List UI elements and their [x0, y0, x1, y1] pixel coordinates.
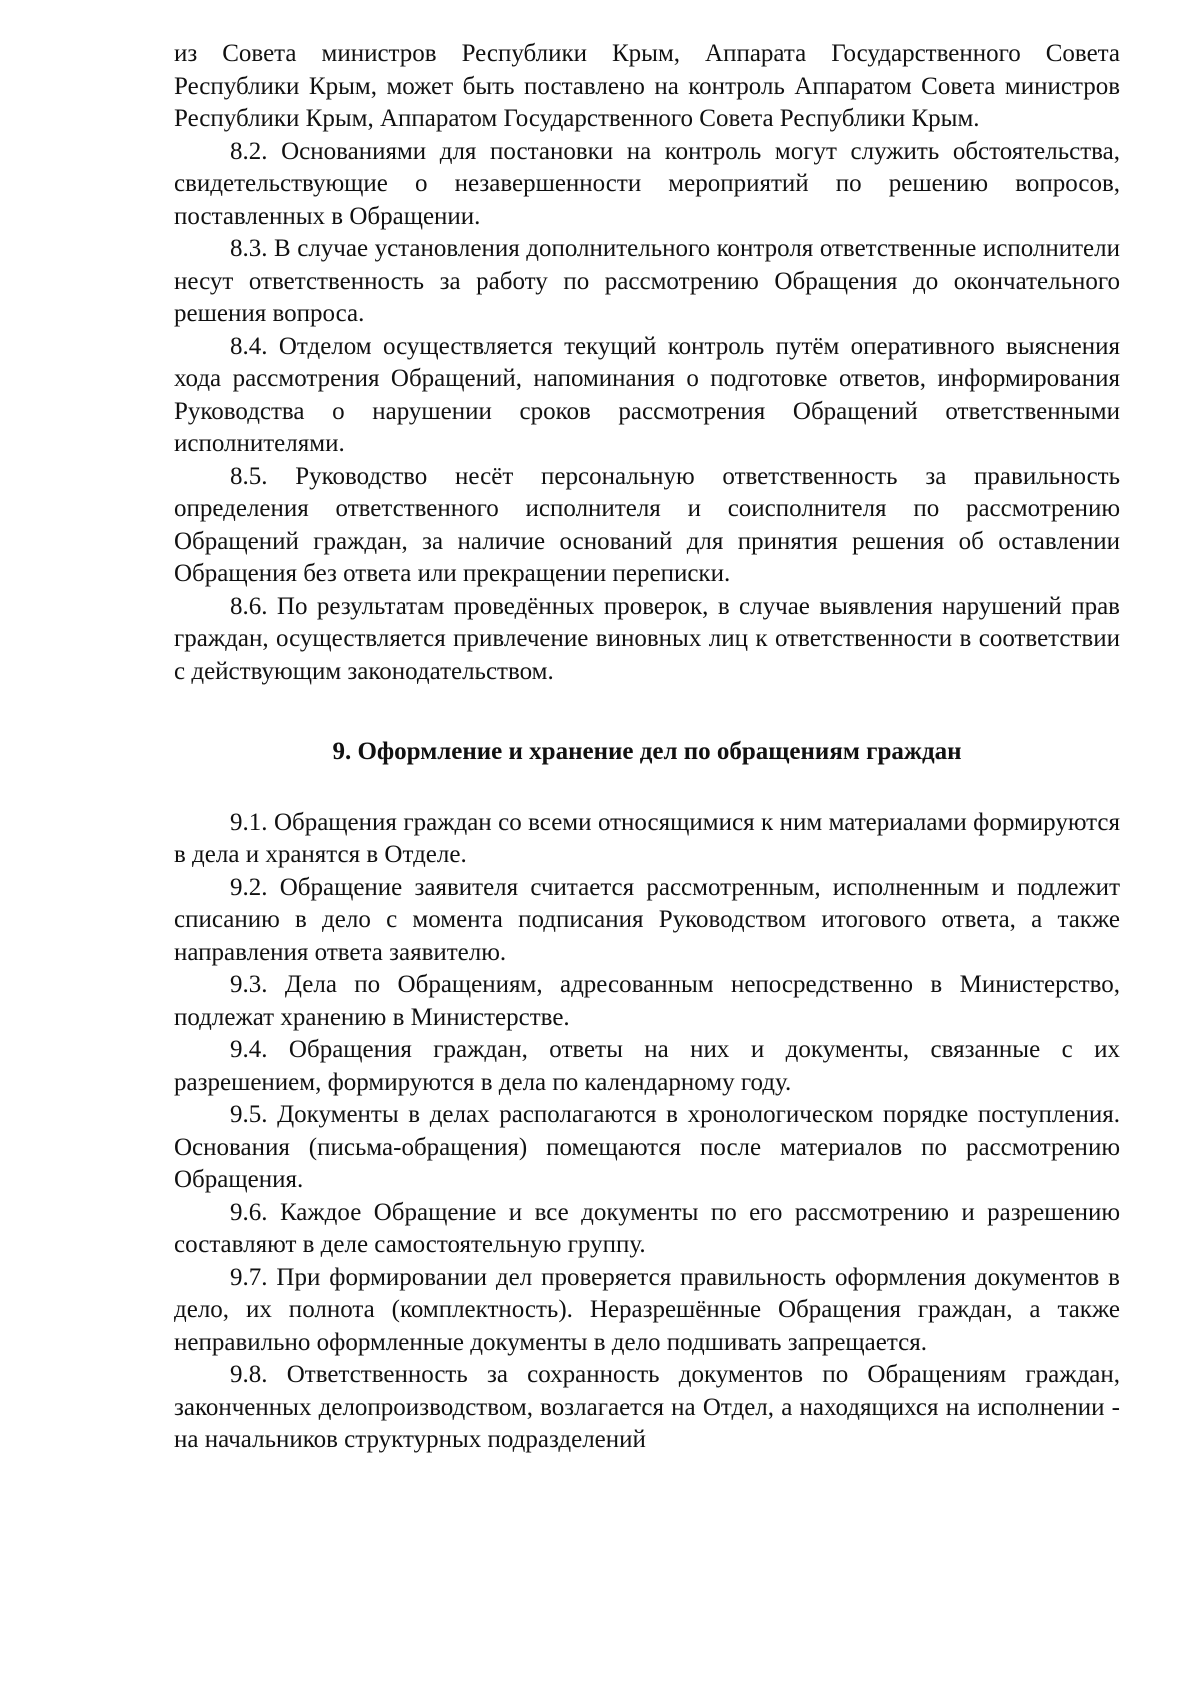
paragraph-9-4: 9.4. Обращения граждан, ответы на них и документы, связанные с их разрешением, формируются в дела по календарному году. [174, 1036, 1120, 1096]
paragraph-8-5: 8.5. Руководство несёт персональную ответственность за правильность определения ответственного исполнителя и соисполнителя по рассмотрению Обращений граждан, за наличие оснований для принятия решения об оставлении Обращения без ответа или прекращении переписки. [174, 462, 1120, 587]
paragraph-8-6: 8.6. По результатам проведённых проверок, в случае выявления нарушений прав граждан, осуществляется привлечение виновных лиц к ответственности в соответствии с действующим законодательством. [174, 592, 1120, 685]
paragraph-8-2: 8.2. Основаниями для постановки на контроль могут служить обстоятельства, свидетельствующие о незавершенности мероприятий по решению вопросов, поставленных в Обращении. [174, 137, 1120, 230]
paragraph-9-8: 9.8. Ответственность за сохранность документов по Обращениям граждан, законченных делопроизводством, возлагается на Отдел, а находящихся на исполнении - на начальников структурных подразделений [174, 1361, 1120, 1453]
paragraph-9-7: 9.7. При формировании дел проверяется правильность оформления документов в дело, их полнота (комплектность). Неразрешённые Обращения граждан, а также неправильно оформленные документы в дело подшивать запрещается. [174, 1263, 1120, 1356]
section9-heading: 9. Оформление и хранение дел по обращениям граждан [332, 738, 962, 765]
section8-continuation-paragraph: из Совета министров Республики Крым, Аппарата Государственного Совета Республики Крым, может быть поставлено на контроль Аппаратом Совета министров Республики Крым, Аппаратом Государственного Совета Республики Крым. [174, 40, 1120, 132]
paragraph-9-2: 9.2. Обращение заявителя считается рассмотренным, исполненным и подлежит списанию в дело с момента подписания Руководством итогового ответа, а также направления ответа заявителю. [174, 873, 1120, 966]
paragraph-8-4: 8.4. Отделом осуществляется текущий контроль путём оперативного выяснения хода рассмотрения Обращений, напоминания о подготовке ответов, информирования Руководства о нарушении сроков рассмотрения Обращений ответственными исполнителями. [174, 332, 1120, 457]
paragraph-8-3: 8.3. В случае установления дополнительного контроля ответственные исполнители несут ответственность за работу по рассмотрению Обращения до окончательного решения вопроса. [174, 235, 1120, 327]
document-page [174, 38, 1120, 1457]
paragraph-9-5: 9.5. Документы в делах располагаются в хронологическом порядке поступления. Основания (письма-обращения) помещаются после материалов по рассмотрению Обращения. [174, 1101, 1120, 1193]
paragraph-9-3: 9.3. Дела по Обращениям, адресованным непосредственно в Министерство, подлежат хранению в Министерстве. [174, 971, 1120, 1031]
paragraph-9-6: 9.6. Каждое Обращение и все документы по его рассмотрению и разрешению составляют в деле самостоятельную группу. [174, 1198, 1120, 1258]
paragraph-9-1: 9.1. Обращения граждан со всеми относящимися к ним материалами формируются в дела и хранятся в Отделе. [174, 808, 1120, 868]
